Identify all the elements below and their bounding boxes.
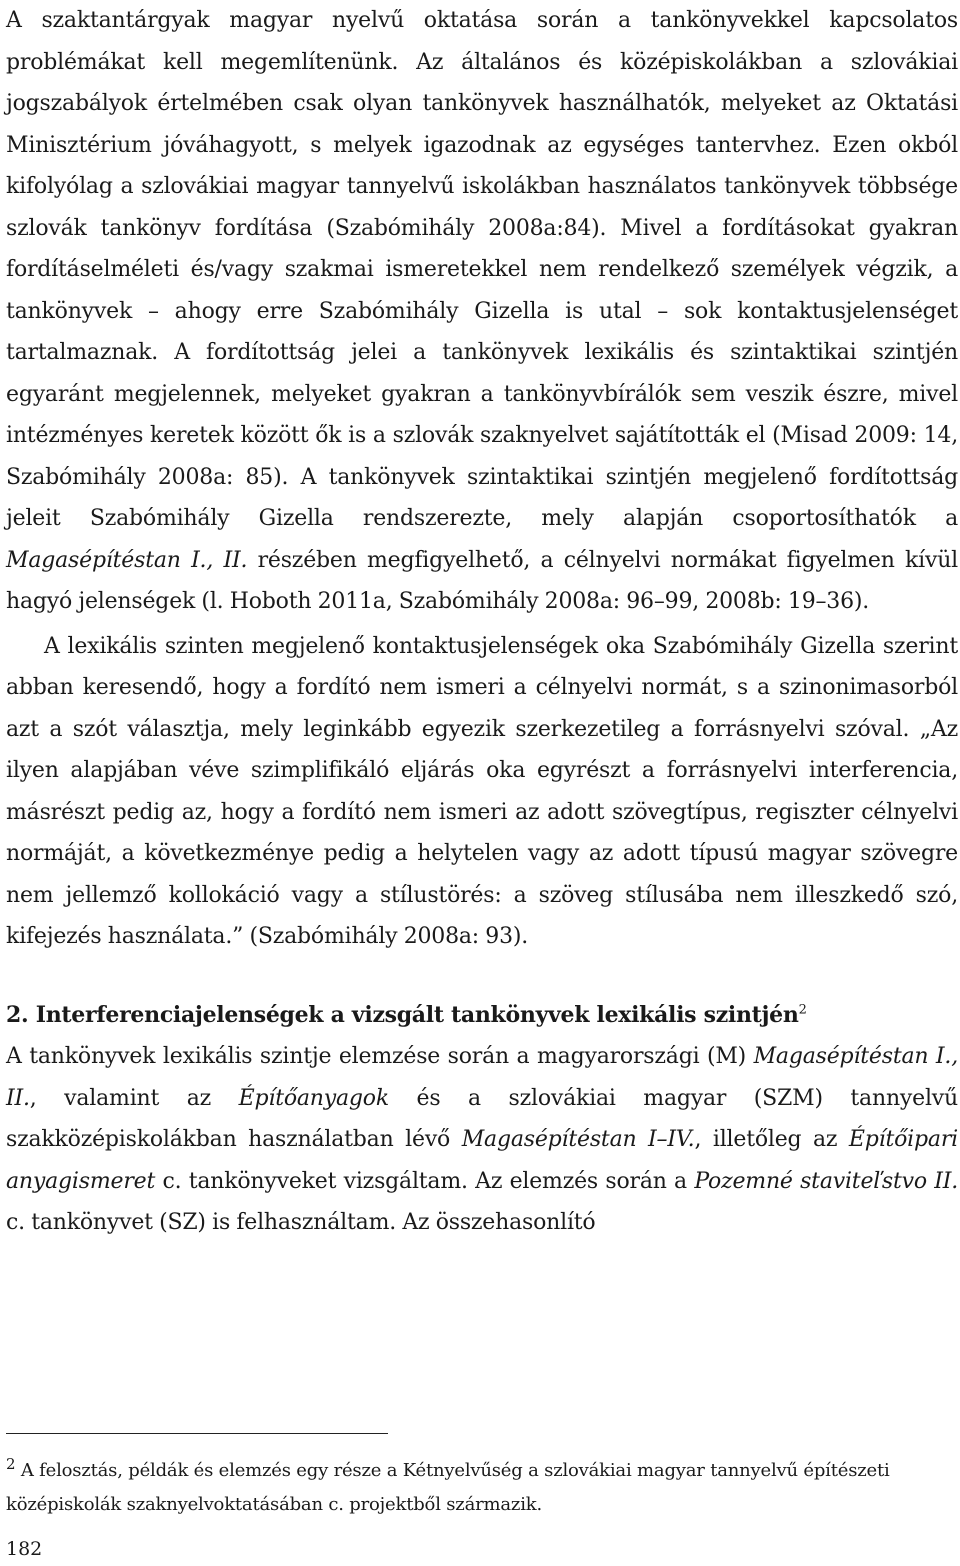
paragraph-1-italic-title: Magasépítéstan I., II. [6, 547, 248, 573]
paragraph-3-text-6: c. tankönyvet (SZ) is felhasználtam. Az összehasonlító [6, 1210, 596, 1235]
paragraph-1-text: A szaktantárgyak magyar nyelvű oktatása során a tankönyvekkel kapcsolatos problémákat kell megemlítenünk. Az általános és középiskolákban a szlovákiai jogszabályok értelmében csak olyan tankönyvek használhatók, melyeket az Oktatási Minisztérium jóváhagyott, s melyek igazodnak az egységes tantervhez. Ezen okból kifolyólag a szlovákiai magyar tannyelvű iskolákban használatos tankönyvek többsége szlovák tankönyv fordítása (Szabómihály 2008a:84). Mivel a fordításokat gyakran fordításelméleti és/vagy szakmai ismeretekkel nem rendelkező személyek végzik, a tankönyvek – ahogy erre Szabómihály Gizella is utal – sok kontaktusjelenséget tartalmaznak. A fordítottság jelei a tankönyvek lexikális és szintaktikai szintjén egyaránt megjelennek, melyeket gyakran a tankönyvbírálók sem veszik észre, mivel intézményes keretek között ők is a szlovák szaknyelvet sajátították el (Misad 2009: 14, Szabómihály 2008a: 85). A tankönyvek szintaktikai szintjén megjelenő fordítottság jeleit Szabómihály Gizella rendszerezte, mely alapján csoportosíthatók a [6, 8, 958, 531]
paragraph-3-text-4: , illetőleg az [694, 1127, 849, 1152]
paragraph-1-text-end: részében megfigyelhető, a célnyelvi normákat figyelmen kívül hagyó jelenségek (l. Hoboth 2011a, Szabómihály 2008a: 96–99, 2008b: 19–36). [6, 547, 958, 614]
footnote [6, 1447, 956, 1522]
paragraph-3-text-1: A tankönyvek lexikális szintje elemzése során a magyarországi (M) [6, 1044, 754, 1069]
paragraph-3-italic-4: Építőipari anyagismeret [6, 1127, 958, 1194]
section-title: Interferenciajelenségek a vizsgált tankönyvek lexikális szintjén [35, 1001, 799, 1028]
footnote-text: A felosztás, példák és elemzés egy része a Kétnyelvűség a szlovákiai magyar tannyelvű építészeti középiskolák szaknyelvoktatásában c. projektből származik. [6, 1460, 890, 1515]
paragraph-3-italic-2: Építőanyagok [238, 1085, 389, 1111]
body-paragraph-3 [6, 1036, 958, 1244]
paragraph-3-text-5: c. tankönyveket vizsgáltam. Az elemzés során a [155, 1168, 695, 1194]
paragraph-3-text-3: és a szlovákiai magyar (SZM) tannyelvű szakközépiskolákban használatban lévő [6, 1085, 958, 1152]
body-paragraph-2: A lexikális szinten megjelenő kontaktusjelenségek oka Szabómihály Gizella szerint abban keresendő, hogy a fordító nem ismeri a célnyelvi normát, s a szinonimasorból azt a szót választja, mely leginkább egyezik szerkezetileg a forrásnyelvi szóval. „Az ilyen alapjában véve szimplifikáló eljárás oka egyrészt a forrásnyelvi interferencia, másrészt pedig az, hogy a fordító nem ismeri az adott szövegtípus, regiszter célnyelvi normáját, a következménye pedig a helytelen vagy az adott típusú magyar szövegre nem jellemző kollokáció vagy a stílustörés: a szöveg stílusába nem illeszkedő szó, kifejezés használata.” (Szabómihály 2008a: 93). [6, 633, 958, 949]
document-page [6, 0, 958, 1244]
body-paragraph-1 [6, 0, 958, 623]
footnote-mark: 2 [6, 1455, 16, 1473]
footnote-reference[interactable]: 2 [798, 1002, 807, 1018]
page-number: 182 [6, 1538, 43, 1560]
paragraph-3-italic-5: Pozemné staviteľstvo II. [694, 1168, 959, 1194]
paragraph-3-text-2: , valamint az [29, 1085, 239, 1111]
footnote-separator [6, 1433, 388, 1434]
paragraph-3-italic-1: Magasépítéstan I., II. [6, 1044, 958, 1111]
section-heading [6, 995, 958, 1037]
paragraph-3-italic-3: Magasépítéstan I–IV. [461, 1127, 695, 1152]
section-number: 2. [6, 1001, 29, 1028]
